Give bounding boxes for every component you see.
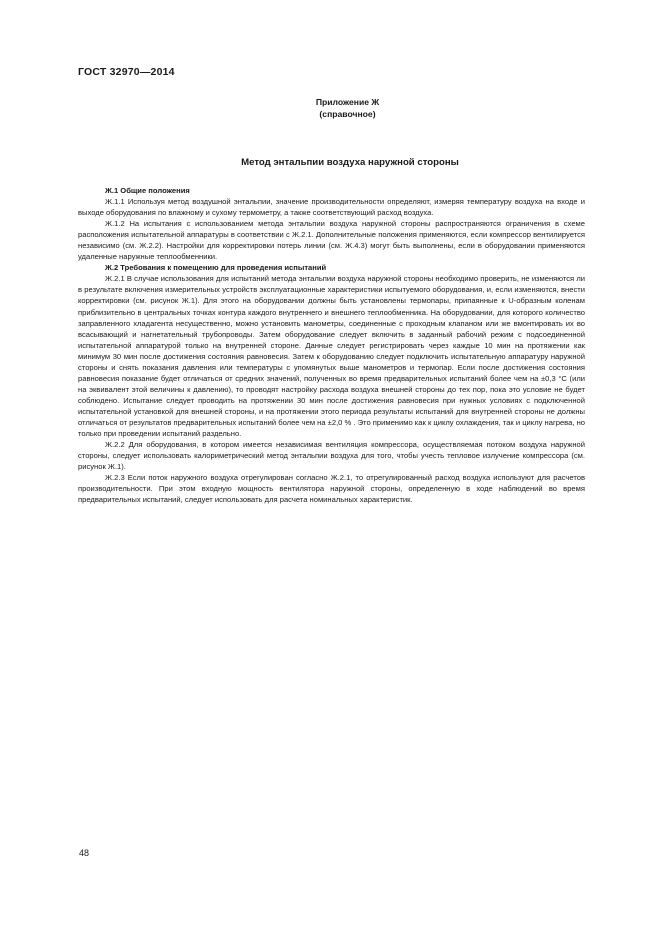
paragraph: Ж.1.1 Используя метод воздушной энтальпии, значение производительности определяют, измеряя температуру воздуха на входе и выходе оборудования по влажному и сухому термометру, а также соответствующий расход воздуха. [78,197,585,218]
standard-header: ГОСТ 32970—2014 [78,66,175,78]
appendix-block [230,96,465,120]
appendix-note: (справочное) [319,109,376,119]
appendix-title: Приложение Ж [315,97,380,107]
page-number: 48 [79,848,90,858]
paragraph: Ж.2.1 В случае использования для испытаний метода энтальпии воздуха наружной стороны необходимо проверить, не изменяются ли в результате включения измерительных устройств эксплуатационные характеристики испытуемого оборудования, и, если изменяются, внести корректировки (см. рисунок Ж.1). Для этого на оборудовании должны быть установлены термопары, припаянные к U-образным коленам приблизительно в центральных точках контура каждого внутреннего и внешнего теплообменника. На оборудовании, для которого количество заправленного хладагента несущественно, можно установить манометры, соединенные с проходным клапаном или же вмонтировать их во всасывающий и нагнетательный трубопроводы. Затем оборудование следует включить в заданный рабочий режим с подсоединенной испытательной аппаратурой только на внутренней стороне. Данные следует регистрировать через каждые 10 мин на протяжении как минимум 30 мин после достижения состояния равновесия. Затем к оборудованию следует подключить испытательную аппаратуру наружной стороны и снять показания давления или температуры с упомянутых выше манометров и термопар. Если после достижения состояния равновесия показание будет отличаться от средних значений, полученных во время предварительных испытаний более чем на ±0,3 °С (или на эквивалент этой величины к давлению), то проводят настройку расхода воздуха внешней стороны до тех пор, пока это условие не будет соблюдено. Испытание следует проводить на протяжении 30 мин после достижения равновесия при нужных условиях с подключенной испытательной установкой для внешней стороны, и на протяжении этого периода результаты испытаний для внутренней стороны не должны отличаться от результатов предварительных испытаний более чем на ±2,0 % . Это применимо как к циклу охлаждения, так и циклу нагрева, но только при проведении испытаний раздельно. [78,274,585,439]
document-title: Метод энтальпии воздуха наружной стороны [241,157,459,168]
paragraph: Ж.2.3 Если поток наружного воздуха отрегулирован согласно Ж.2.1, то отрегулированный расход воздуха используют для расчетов производительности. При этом входную мощность вентилятора наружной стороны, определенную в ходе наблюдений во время предварительных испытаний, следует использовать для расчета номинальных характеристик. [78,473,585,505]
section-heading: Ж.1 Общие положения [105,186,190,195]
document-body [78,185,585,505]
paragraph: Ж.1.2 На испытания с использованием метода энтальпии воздуха наружной стороны распространяются ограничения в схеме расположения испытательной аппаратуры в соответствии с Ж.2.1. Дополнительные положения применяются, если компрессор вентилируется независимо (см. Ж.2.2). Настройки для корректировки потерь линии (см. Ж.4.3) могут быть выполнены, если в оборудовании применяются удаленные наружные теплообменники. [78,219,585,262]
section-heading: Ж.2 Требования к помещению для проведения испытаний [105,263,327,273]
paragraph: Ж.2.2 Для оборудования, в котором имеется независимая вентиляция компрессора, осуществляемая потоком воздуха наружной стороны, следует использовать калориметрический метод энтальпии воздуха для того, чтобы учесть тепловое излучение компрессора (см. рисунок Ж.1). [78,440,585,472]
